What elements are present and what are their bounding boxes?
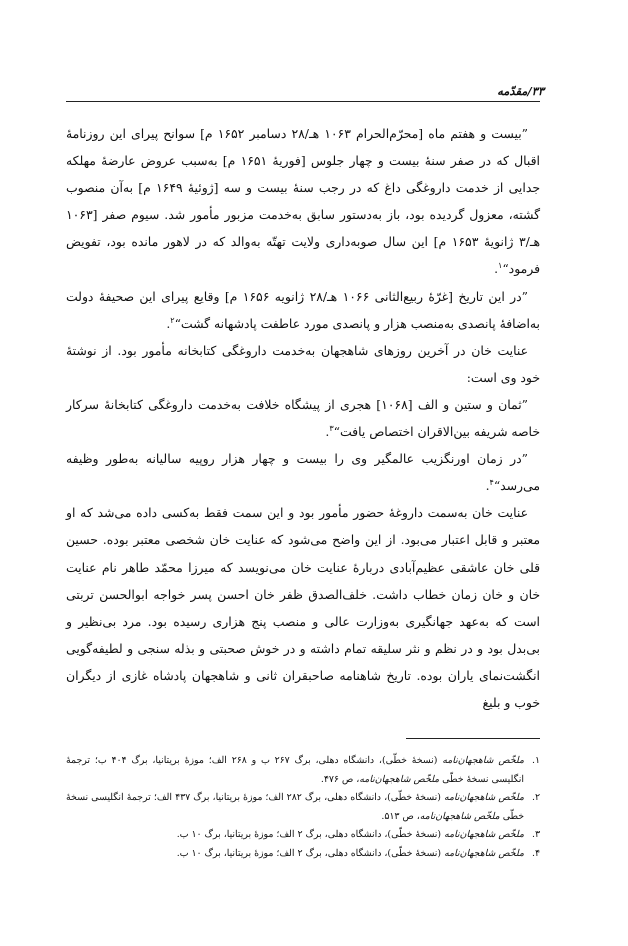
footnote-ref[interactable]: ۲ (170, 315, 175, 325)
paragraph-text: ”در این تاریخ [غرّهٔ ربیع‌الثانی ۱۰۶۶ هـ/۲۸ ژانویه ۱۶۵۶ م] وقایع پیرای این صحیفهٔ دولت به‌اضافهٔ پانصدی به‌منصب هزار و پانصدی مورد عاطفت پادشهانه گشت“ (66, 288, 540, 331)
book-title: ملخّص شاهجهان‌نامه (442, 755, 525, 766)
paragraph-text: عنایت خان به‌سمت داروغهٔ حضور مأمور بود و این سمت فقط به‌کسی داده می‌شد که او معتبر و قابل اعتبار می‌بود. از این واضح می‌شود که عنایت خان شخصی معتبر بوده. حسین قلی خان عاشقی عظیم‌آبادی دربارهٔ عنایت خان می‌نویسد که میرزا محمّد طاهر نام عنایت خان و خان زمان خطاب داشت. خلف‌الصدق ظفر خان احسن پسر خواجه ابوالحسن تربتی است که به‌عهد جهانگیری به‌وزارت عالی و منصب پنج هزاری رسیده بود. مرد بی‌نظیر و بی‌بدل بود و در نظم و نثر سلیقه تمام داشته و در خوش صحبتی و بذله سنجی و لطیفه‌گویی انگشت‌نمای یاران بوده. تاریخ شاهنامه صاحبقران ثانی و شاهجهان پادشاه غازی از دیگران خوب و بلیغ (66, 505, 540, 710)
paragraph-text: ”در زمان اورنگزیب عالمگیر وی را بیست و چهار هزار روپیه سالیانه به‌طور وظیفه می‌رسد“ (66, 451, 540, 494)
footnote-number: ۱. (531, 755, 540, 766)
footnote-3 (66, 826, 540, 845)
footnote-citation: ، ص ۵۱۳. (381, 810, 420, 822)
footnote-ref[interactable]: ۱ (498, 261, 503, 271)
footnote-number: ۳. (531, 829, 540, 841)
paragraph-quote-1: ”بیست و هفتم ماه [محرّم‌الحرام ۱۰۶۳ هـ/۲۸ دسامبر ۱۶۵۲ م] سوانح پیرای این روزنامهٔ اقبال که در صفر سنهٔ بیست و چهار جلوس [فوریهٔ ۱۶۵۱ م] به‌سبب عروض عارضهٔ مهلکه جدایی از خدمت داروغگی داغ که در رجب سنهٔ بیست و سه [ژوئیهٔ ۱۶۴۹ م] به‌آن منصوب گشته، معزول گردیده بود، باز به‌دستور سابق به‌خدمت مزبور مأمور شد. سیوم صفر [۱۰۶۳ هـ/۳ ژانویهٔ ۱۶۵۳ م] این سال صوبه‌داری ولایت تهتّه به‌والد که در لاهور مانده بود، تفویض فرمود“$^۱$. (66, 126, 540, 277)
paragraph-text: عنایت خان در آخرین روزهای شاهجهان به‌خدمت داروغگی کتابخانه مأمور بود. از نوشتهٔ خود وی است: (66, 342, 540, 385)
body-text (66, 120, 540, 716)
book-title: ملخّص شاهجهان‌نامه (443, 792, 524, 804)
book-title: ملخّص شاهجهان‌نامه (444, 829, 524, 841)
footnote-2 (66, 789, 540, 826)
footnotes (66, 752, 540, 864)
footnote-ref[interactable]: ۳ (329, 423, 334, 433)
footnote-text (66, 845, 524, 864)
footnote-number: ۲. (531, 792, 540, 804)
paragraph-quote-2: ”در این تاریخ [غرّهٔ ربیع‌الثانی ۱۰۶۶ هـ/۲۸ ژانویه ۱۶۵۶ م] وقایع پیرای این صحیفهٔ دولت به‌اضافهٔ پانصدی به‌منصب هزار و پانصدی مورد عاطفت پادشهانه گشت“$^۲$. (66, 288, 540, 331)
paragraph-text: ”بیست و هفتم ماه [محرّم‌الحرام ۱۰۶۳ هـ/۲۸ دسامبر ۱۶۵۲ م] سوانح پیرای این روزنامهٔ اقبال که در صفر سنهٔ بیست و چهار جلوس [فوریهٔ ۱۶۵۱ م] به‌سبب عروض عارضهٔ مهلکه جدایی از خدمت داروغگی داغ که در رجب سنهٔ بیست و سه [ژوئیهٔ ۱۶۴۹ م] به‌آن منصوب گشته، معزول گردیده بود، باز به‌دستور سابق به‌خدمت مزبور مأمور شد. سیوم صفر [۱۰۶۳ هـ/۳ ژانویهٔ ۱۶۵۳ م] این سال صوبه‌داری ولایت تهتّه به‌والد که در لاهور مانده بود، تفویض فرمود“ (66, 126, 540, 277)
footnote-citation: (نسخهٔ خطّی)، دانشگاه دهلی، برگ ۲ الف؛ موزهٔ بریتانیا، برگ ۱۰ ب. (176, 847, 445, 859)
footnote-4 (66, 845, 540, 864)
footnote-1 (66, 752, 540, 789)
book-title: ملخّص شاهجهان‌نامه (359, 773, 440, 785)
running-head: ۳۳/مقدّمه (497, 84, 544, 98)
paragraph-6 (66, 499, 540, 716)
paragraph-3 (66, 337, 540, 391)
paragraph-quote-3: ”ثمان و ستین و الف [۱۰۶۸] هجری از پیشگاه خلافت به‌خدمت داروغگی کتابخانهٔ سرکار خاصه شریفه بین‌الاقران اختصاص یافت“$^۳$. (66, 396, 540, 440)
paragraph-text: ”ثمان و ستین و الف [۱۰۶۸] هجری از پیشگاه خلافت به‌خدمت داروغگی کتابخانهٔ سرکار خاصه شریفه بین‌الاقران اختصاص یافت“ (66, 396, 540, 440)
book-title: ملخّص شاهجهان‌نامه (444, 847, 524, 859)
footnote-citation: (نسخهٔ خطّی)، دانشگاه دهلی، برگ ۲۸۲ الف؛ موزهٔ بریتانیا، برگ ۴۳۷ الف؛ ترجمهٔ انگلیسی نسخهٔ خطّی (66, 792, 524, 822)
footnote-rule (406, 738, 540, 739)
footnote-citation: ، ص ۴۷۶. (320, 773, 360, 785)
footnote-number: ۴. (531, 847, 540, 859)
footnote-text (66, 752, 524, 789)
footnote-citation: (نسخهٔ خطّی)، دانشگاه دهلی، برگ ۲۶۷ ب و ۲۶۸ الف؛ موزهٔ بریتانیا، برگ ۴۰۴ ب؛ ترجمهٔ انگلیسی نسخهٔ خطّی (66, 755, 524, 785)
paragraph-quote-4: ”در زمان اورنگزیب عالمگیر وی را بیست و چهار هزار روپیه سالیانه به‌طور وظیفه می‌رسد“$^۴$. (66, 451, 540, 494)
footnote-text (66, 826, 524, 845)
header-rule (66, 101, 540, 102)
book-title: ملخّص شاهجهان‌نامه (419, 810, 500, 822)
footnote-ref[interactable]: ۴ (489, 478, 494, 488)
footnote-text (66, 789, 524, 826)
footnote-citation: (نسخهٔ خطّی)، دانشگاه دهلی، برگ ۲ الف؛ موزهٔ بریتانیا، برگ ۱۰ ب. (176, 829, 445, 841)
